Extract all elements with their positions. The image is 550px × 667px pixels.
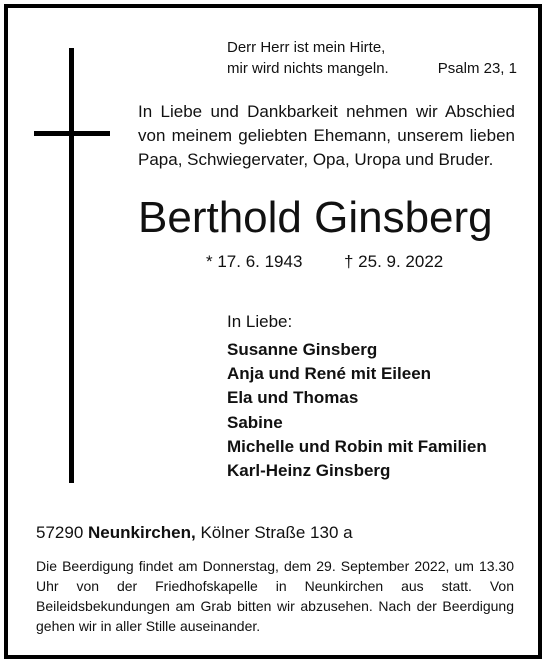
mourner-name: Sabine — [227, 412, 283, 432]
verse-line-1: Derr Herr ist mein Hirte, — [227, 39, 386, 56]
cross-vertical-bar — [69, 48, 74, 483]
address-line — [36, 521, 353, 545]
birth-date: * 17. 6. 1943 — [206, 252, 303, 271]
intro-text: In Liebe und Dankbarkeit nehmen wir Abschied von meinem geliebten Ehemann, unserem lieben Papa, Schwiegervater, Opa, Uropa und Bruder. — [138, 102, 515, 169]
deceased-name: Berthold Ginsberg — [138, 193, 493, 242]
death-date: † 25. 9. 2022 — [344, 252, 444, 271]
mourner-name: Michelle und Robin mit Familien — [227, 436, 487, 456]
mourner-name: Susanne Ginsberg — [227, 340, 378, 359]
mourner-name: Ela und Thomas — [227, 388, 359, 408]
verse-reference: Psalm 23, 1 — [437, 60, 517, 77]
mourners-label: In Liebe: — [227, 312, 293, 331]
city: Neunkirchen, — [88, 523, 196, 542]
mourners-list — [227, 338, 487, 483]
bible-verse — [227, 37, 517, 79]
street: Kölner Straße 130 a — [200, 523, 353, 542]
mourner-name: Anja und René mit Eileen — [227, 364, 432, 384]
postal-code: 57290 — [36, 523, 84, 542]
funeral-info: Die Beerdigung findet am Donnerstag, dem 29. September 2022, um 13.30 Uhr von der Friedhofskapelle in Neunkirchen aus statt. Von Beileidsbekundungen am Grab bitten wir abzusehen. Nach der Beerdigung gehen wir in aller Stille auseinander. — [36, 558, 514, 634]
cross-horizontal-bar — [34, 131, 110, 136]
mourner-name: Karl-Heinz Ginsberg — [227, 461, 391, 481]
verse-line-2: mir wird nichts mangeln. — [227, 60, 389, 77]
